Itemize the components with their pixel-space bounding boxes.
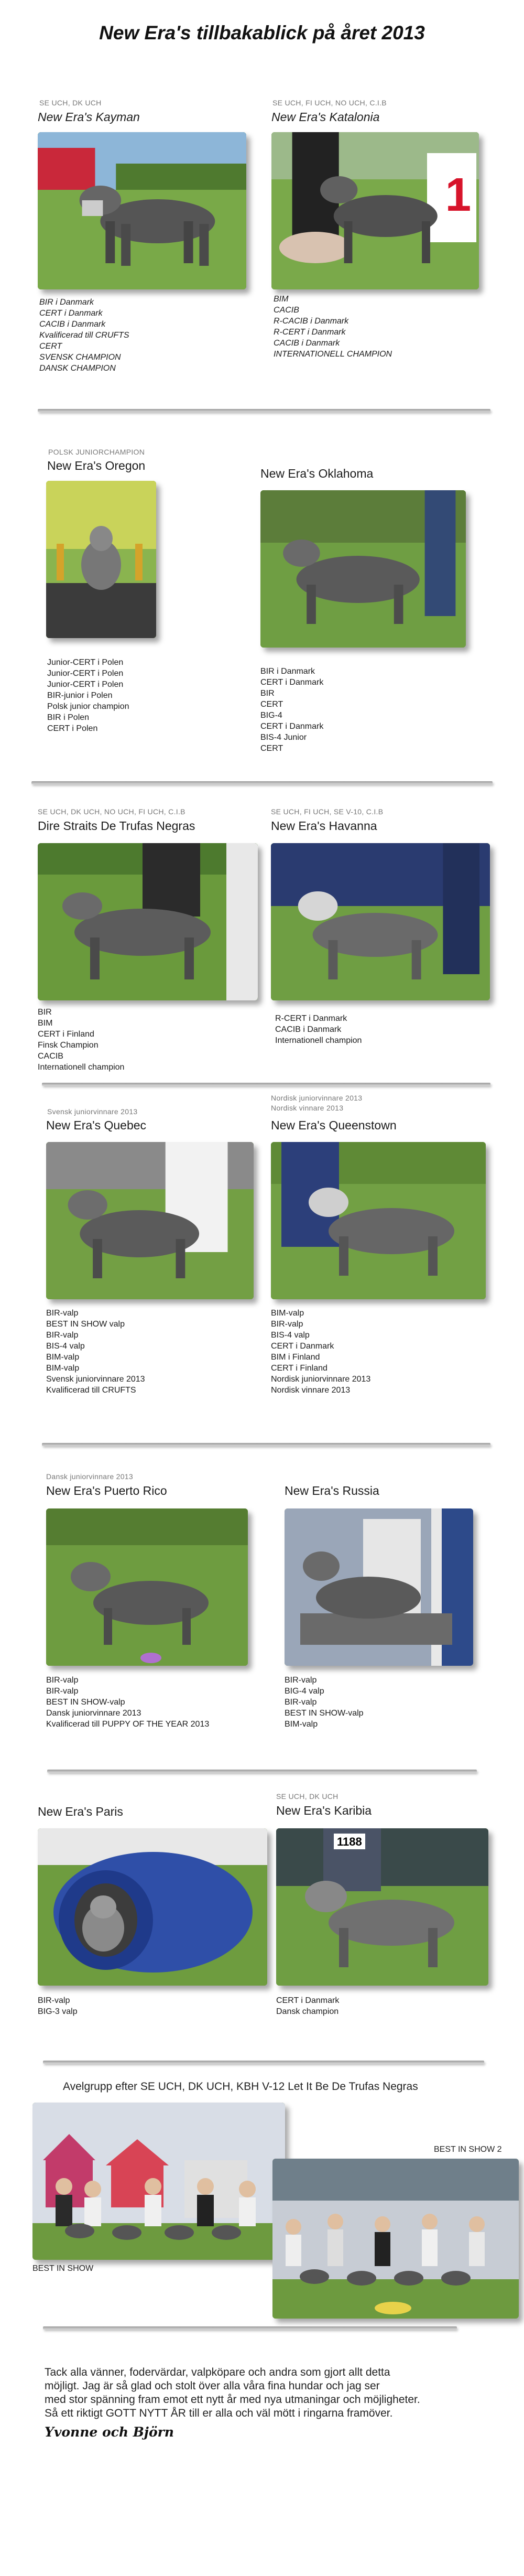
dog-name-queenstown: New Era's Queenstown xyxy=(271,1118,397,1132)
section-divider xyxy=(43,2326,457,2330)
merits-karibia: CERT i Danmark Dansk champion xyxy=(276,1996,340,2016)
page-title: New Era's tillbakablick på året 2013 xyxy=(99,22,425,44)
section-divider xyxy=(42,1443,490,1446)
merits-oregon: Junior-CERT i Polen Junior-CERT i Polen Junior-CERT i Polen BIR-junior i Polen Polsk junior champion BIR i Polen CERT i Polen xyxy=(47,658,129,733)
photo-kayman xyxy=(38,132,246,289)
dog-title-katalonia: SE UCH, FI UCH, NO UCH, C.I.B xyxy=(272,99,387,107)
signature: Yvonne och Björn xyxy=(45,2424,174,2440)
dog-title-queenstown: Nordisk juniorvinnare 2013 xyxy=(271,1094,363,1102)
photo-katalonia xyxy=(271,132,479,289)
dog-title-dire-straits: SE UCH, DK UCH, NO UCH, FI UCH, C.I.B xyxy=(38,807,185,816)
svg-text:1188: 1188 xyxy=(337,1835,362,1848)
svg-text:1: 1 xyxy=(445,168,472,221)
photo-havanna xyxy=(271,843,490,1000)
dog-title-havanna: SE UCH, FI UCH, SE V-10, C.I.B xyxy=(271,807,384,816)
merits-queenstown: BIM-valp BIR-valp BIS-4 valp CERT i Danmark BIM i Finland CERT i Finland Nordisk juniorvinnare 2013 Nordisk vinnare 2013 xyxy=(271,1309,371,1395)
section-divider xyxy=(38,409,490,412)
label-best-in-show-2: BEST IN SHOW 2 xyxy=(434,2145,502,2154)
dog-name-karibia: New Era's Karibia xyxy=(276,1804,372,1817)
dog-title-oregon: POLSK JUNIORCHAMPION xyxy=(48,448,145,456)
photo-russia xyxy=(285,1508,473,1666)
dog-name-quebec: New Era's Quebec xyxy=(46,1118,147,1132)
merits-katalonia: BIM CACIB R-CACIB i Danmark R-CERT i Danmark CACIB i Danmark INTERNATIONELL CHAMPION xyxy=(274,295,392,359)
dog-name-puerto-rico: New Era's Puerto Rico xyxy=(46,1484,167,1497)
dog-name-oregon: New Era's Oregon xyxy=(47,459,146,472)
merits-kayman: BIR i Danmark CERT i Danmark CACIB i Danmark Kvalificerad till CRUFTS CERT SVENSK CHAMPION DANSK CHAMPION xyxy=(39,298,129,373)
merits-russia: BIR-valp BIG-4 valp BIR-valp BEST IN SHOW-valp BIM-valp xyxy=(285,1676,364,1729)
dog-title-quebec: Svensk juniorvinnare 2013 xyxy=(47,1107,138,1116)
section-divider xyxy=(43,2061,484,2064)
dog-name-russia: New Era's Russia xyxy=(285,1484,379,1497)
merits-dire-straits: BIR BIM CERT i Finland Finsk Champion CACIB Internationell champion xyxy=(38,1008,125,1072)
dog-title-karibia: SE UCH, DK UCH xyxy=(276,1792,339,1801)
section-divider xyxy=(31,781,493,784)
photo-paris xyxy=(38,1828,267,1986)
photo-dire-straits xyxy=(38,843,258,1000)
dog-title-queenstown-2: Nordisk vinnare 2013 xyxy=(271,1104,344,1112)
section-divider xyxy=(42,1083,490,1086)
photo-karibia xyxy=(276,1828,488,1986)
photo-oregon xyxy=(46,481,156,638)
photo-group-bis xyxy=(32,2103,285,2260)
label-best-in-show: BEST IN SHOW xyxy=(32,2264,94,2273)
photo-group-bis2 xyxy=(272,2159,519,2319)
merits-quebec: BIR-valp BEST IN SHOW valp BIR-valp BIS-4 valp BIM-valp BIM-valp Svensk juniorvinnare 2013 Kvalificerad till CRUFTS xyxy=(46,1309,145,1395)
dog-title-puerto-rico: Dansk juniorvinnare 2013 xyxy=(46,1472,133,1481)
dog-name-kayman: New Era's Kayman xyxy=(38,110,140,124)
merits-havanna: R-CERT i Danmark CACIB i Danmark Internationell champion xyxy=(275,1014,362,1045)
merits-puerto-rico: BIR-valp BIR-valp BEST IN SHOW-valp Dansk juniorvinnare 2013 Kvalificerad till PUPPY OF THE YEAR 2013 xyxy=(46,1676,210,1729)
section-divider xyxy=(47,1770,477,1773)
dog-name-oklahoma: New Era's Oklahoma xyxy=(260,467,374,480)
merits-paris: BIR-valp BIG-3 valp xyxy=(38,1996,78,2016)
photo-quebec xyxy=(46,1142,254,1299)
dog-name-paris: New Era's Paris xyxy=(38,1805,123,1818)
dog-name-dire-straits: Dire Straits De Trufas Negras xyxy=(38,819,195,833)
merits-oklahoma: BIR i Danmark CERT i Danmark BIR CERT BIG-4 CERT i Danmark BIS-4 Junior CERT xyxy=(260,667,324,753)
dog-name-katalonia: New Era's Katalonia xyxy=(271,110,380,124)
thanks-text: Tack alla vänner, fodervärdar, valpköpare och andra som gjort allt detta möjligt. Jag är så glad och stolt över alla våra fina hundar och jag ser med stor spänning fram emot ett nytt år med nya utmaningar och möjligheter. Så ett riktigt GOTT NYTT ÅR till er alla och väl mött i ringarna framöver. xyxy=(45,2366,420,2419)
dog-name-havanna: New Era's Havanna xyxy=(271,819,377,833)
dog-title-kayman: SE UCH, DK UCH xyxy=(39,99,102,107)
group-heading: Avelgrupp efter SE UCH, DK UCH, KBH V-12 Let It Be De Trufas Negras xyxy=(63,2081,418,2093)
photo-puerto-rico xyxy=(46,1508,248,1666)
photo-queenstown xyxy=(271,1142,486,1299)
photo-oklahoma xyxy=(260,490,466,648)
